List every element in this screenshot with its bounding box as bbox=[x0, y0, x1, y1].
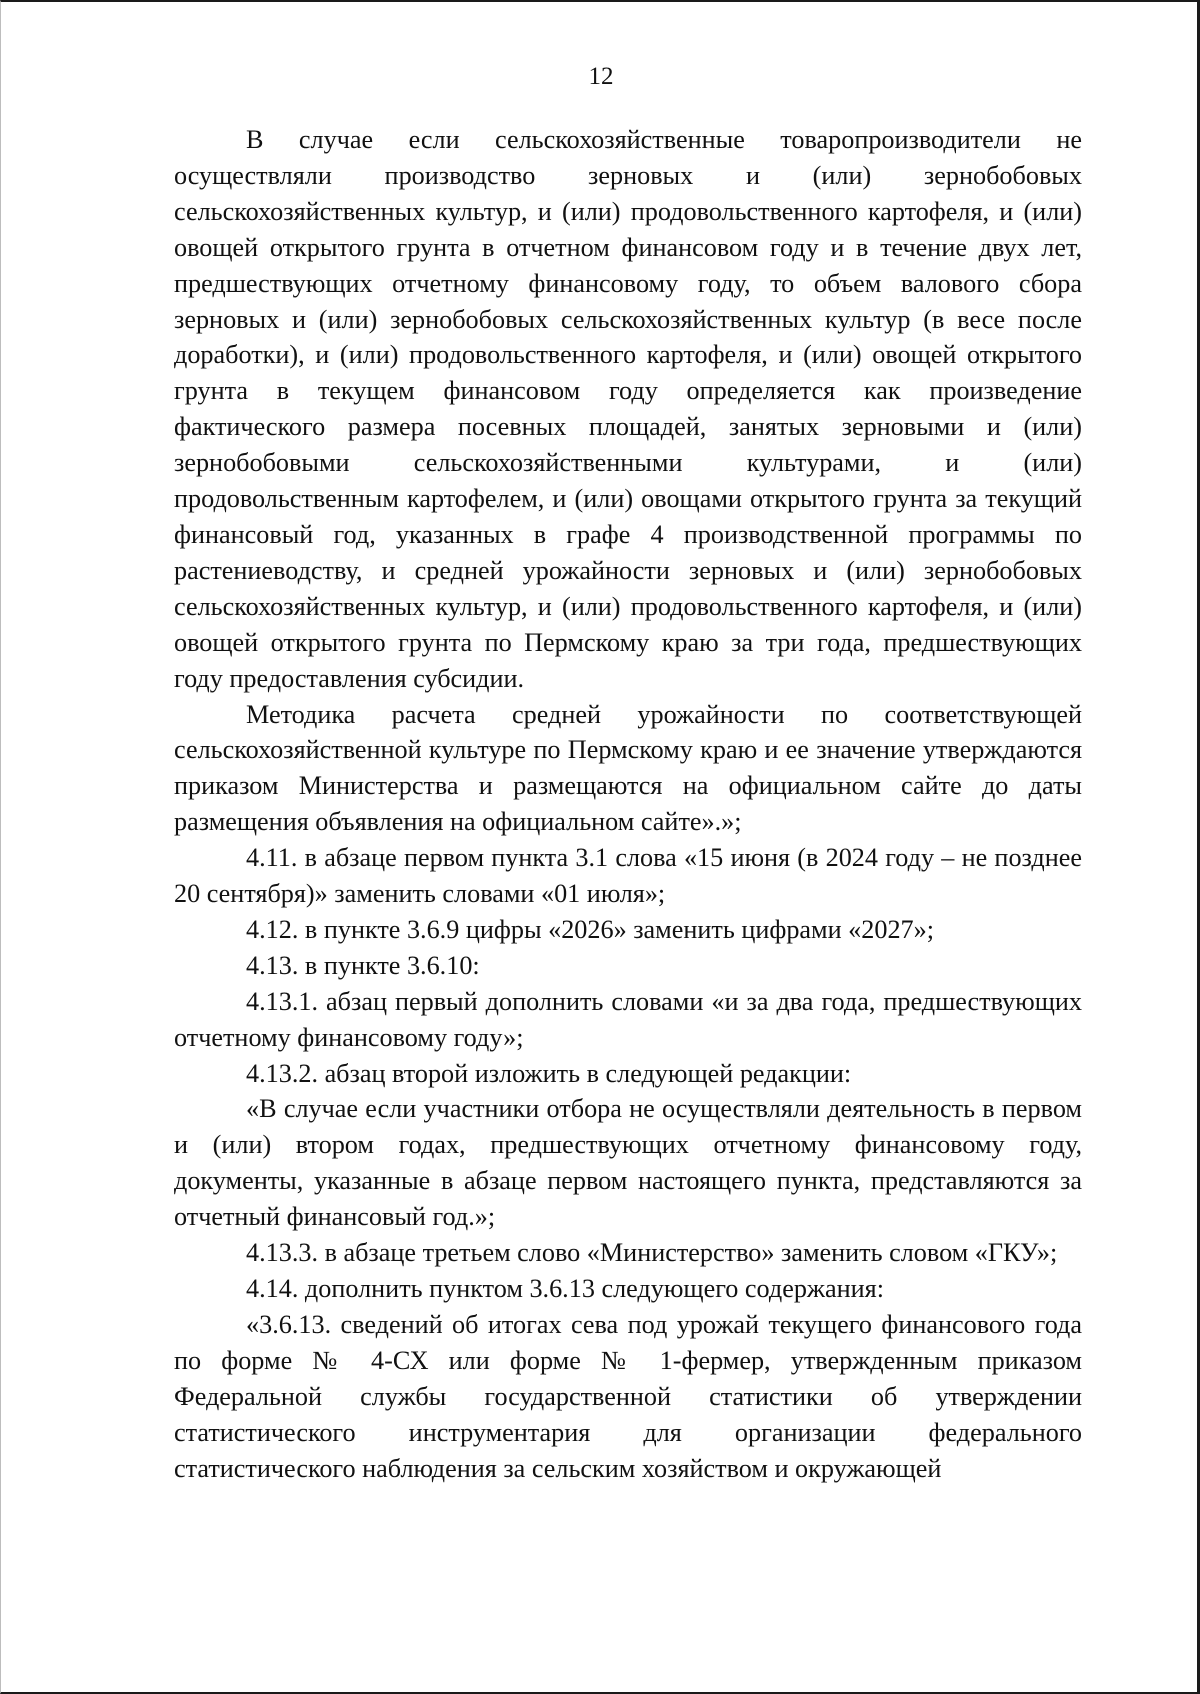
paragraph-item-4-13-2: 4.13.2. абзац второй изложить в следующей редакции: bbox=[246, 1058, 852, 1088]
paragraph-item-4-12: 4.12. в пункте 3.6.9 цифры «2026» заменить цифрами «2027»; bbox=[246, 914, 935, 944]
paragraph-item-4-13-1: 4.13.1. абзац первый дополнить словами «и за два года, предшествующих отчетному финансовому году»; bbox=[174, 986, 1082, 1052]
paragraph-item-4-13-3: 4.13.3. в абзаце третьем слово «Министерство» заменить словом «ГКУ»; bbox=[246, 1238, 1058, 1268]
paragraph-item-3-6-13: «3.6.13. сведений об итогах сева под урожай текущего финансового года по форме № 4-СХ или форме № 1-фермер, утвержденным приказом Федеральной службы государственной статистики об утверждении статистического инструментария для организации федерального статистического наблюдения за сельским хозяйством и окружающей bbox=[174, 1309, 1082, 1483]
paragraph-item-4-11: 4.11. в абзаце первом пункта 3.1 слова «15 июня (в 2024 году – не позднее 20 сентября)» заменить словами «01 июля»; bbox=[174, 843, 1082, 909]
document-body bbox=[174, 122, 1082, 1486]
paragraph-quoted-amendment: «В случае если участники отбора не осуществляли деятельность в первом и (или) втором годах, предшествующих отчетному финансовому году, документы, указанные в абзаце первом настоящего пункта, представляются за отчетный финансовый год.»; bbox=[174, 1094, 1082, 1232]
paragraph-item-4-14: 4.14. дополнить пунктом 3.6.13 следующего содержания: bbox=[246, 1274, 884, 1303]
paragraph-harvest-calculation: В случае если сельскохозяйственные товаропроизводители не осуществляли производство зерновых и (или) зернобобовых сельскохозяйственных культур, и (или) продовольственного картофеля, и (или) овощей открытого грунта в отчетном финансовом году и в течение двух лет, предшествующих отчетному финансовому году, то объем валового сбора зерновых и (или) зернобобовых сельскохозяйственных культур (в весе после доработки), и (или) продовольственного картофеля, и (или) овощей открытого грунта в текущем финансовом году определяется как произведение фактического размера посевных площадей, занятых зерновыми и (или) зернобобовыми сельскохозяйственными культурами, и (или) продовольственным картофелем, и (или) овощами открытого грунта за текущий финансовый год, указанных в графе 4 производственной программы по растениеводству, и средней урожайности зерновых и (или) зернобобовых сельскохозяйственных культур, и (или) продовольственного картофеля, и (или) овощей открытого грунта по Пермскому краю за три года, предшествующих году предоставления субсидии. bbox=[174, 125, 1082, 693]
page-number: 12 bbox=[588, 63, 614, 90]
paragraph-item-4-13: 4.13. в пункте 3.6.10: bbox=[246, 950, 480, 980]
paragraph-yield-methodology: Методика расчета средней урожайности по соответствующей сельскохозяйственной культуре по Пермскому краю и ее значение утверждаются приказом Министерства и размещаются на официальном сайте до даты размещения объявления на официальном сайте».»; bbox=[174, 699, 1082, 837]
